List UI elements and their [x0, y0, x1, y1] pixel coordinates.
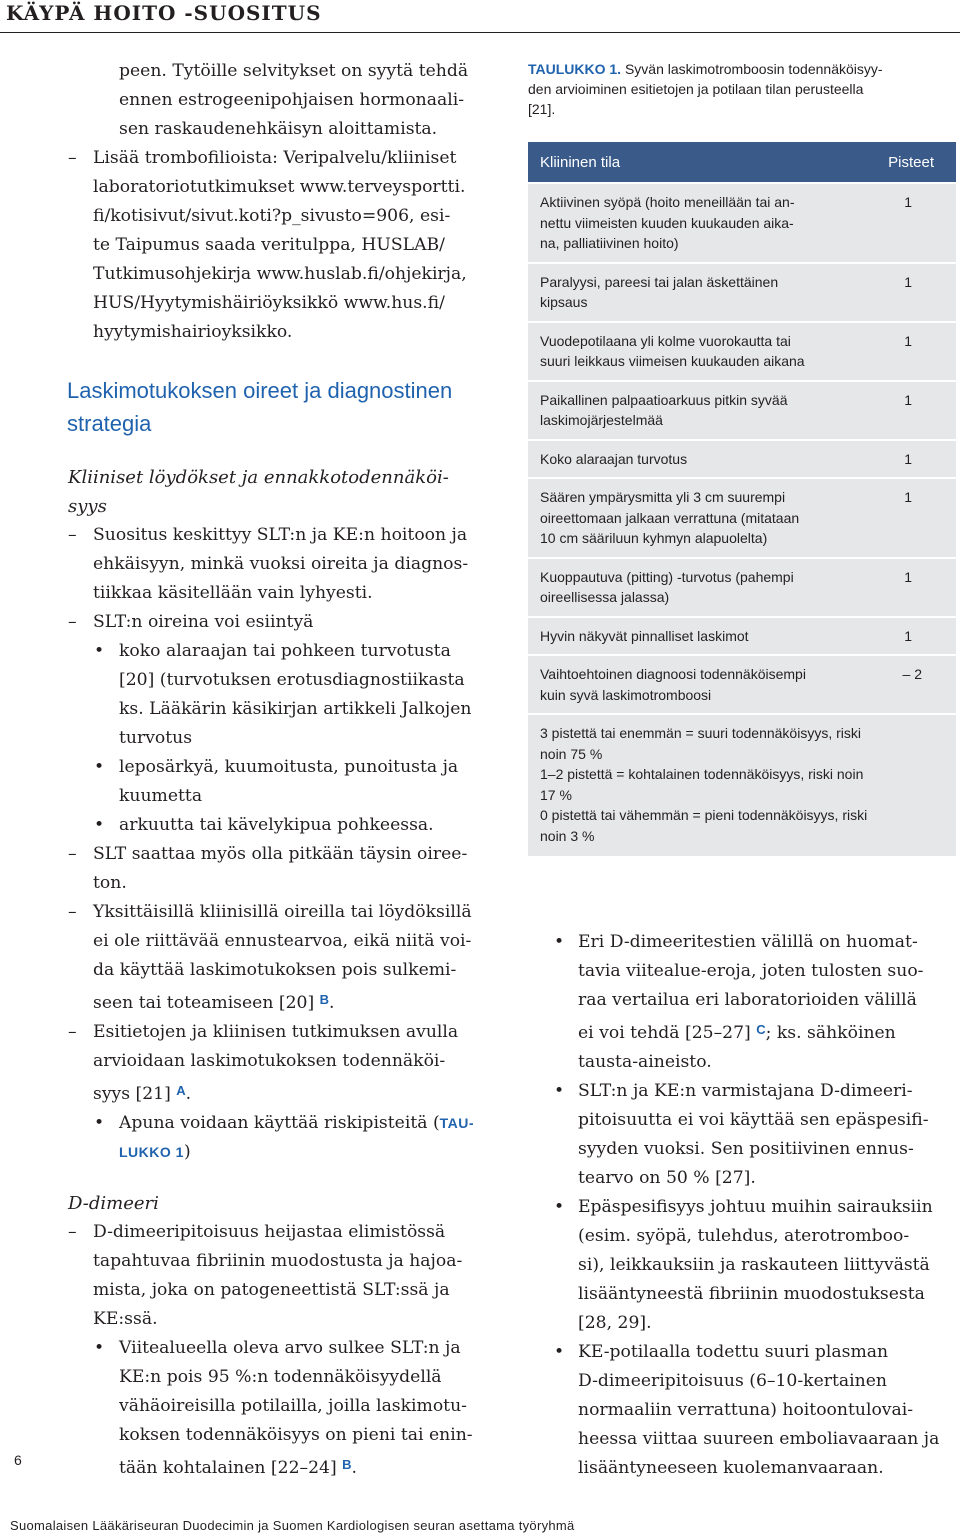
page-footer: Suomalaisen Lääkäriseuran Duodecimin ja Suomen Kardiologisen seuran asettama työryhmä [10, 1518, 575, 1533]
text-line: leposärkyä, kuumoitusta, punoitusta ja [119, 757, 459, 777]
bullet-marker: • [94, 815, 105, 835]
text-line: syyden vuoksi. Sen positiivinen ennus- [578, 1139, 914, 1159]
right-column-text [552, 928, 960, 1483]
heading-line: Laskimotukoksen oireet ja diagnostinen [67, 378, 453, 403]
text-fragment: seen tai toteamiseen [20] [93, 993, 320, 1013]
table-cell-label [540, 626, 830, 647]
table-reference-link[interactable]: TAU- [439, 1115, 475, 1131]
text-line: laboratoriotutkimukset www.terveysportti. [93, 177, 466, 197]
text-line: HUS/Hyytymishäiriöyksikkö www.hus.fi/ [93, 293, 445, 313]
text-line: Eri D-dimeeritestien välillä on huomat- [578, 932, 918, 952]
text-line: pitoisuutta ei voi käyttää sen epäspesifi- [578, 1110, 929, 1130]
cell-line: nettu viimeisten kuuden kuukauden aika- [540, 214, 794, 231]
dash-marker: – [68, 1022, 77, 1042]
bullet-item [62, 753, 502, 811]
table-cell-label [540, 664, 830, 705]
text-line: KE:n pois 95 %:n todennäköisyydellä [119, 1367, 442, 1387]
left-column-ddimer [62, 1189, 502, 1483]
text-line: SLT:n oireina voi esiintyä [93, 612, 314, 632]
dash-marker: – [68, 1222, 77, 1242]
table-cell-label [540, 331, 830, 372]
table-row [528, 654, 956, 713]
text-line: ei ole riittävää ennustearvoa, eikä niitä voi- [93, 931, 472, 951]
page-header [0, 0, 960, 44]
text-line: normaaliin verrattuna) hoitoontulovai- [578, 1400, 914, 1420]
text-line: koksen todennäköisyys on pieni tai enin- [119, 1425, 473, 1445]
text-line: koko alaraajan tai pohkeen turvotusta [119, 641, 451, 661]
text-fragment: ) [183, 1142, 191, 1162]
bullet-marker: • [94, 1113, 105, 1133]
text-line [93, 1076, 502, 1109]
cell-line: kuin syvä laskimotromboosi [540, 686, 712, 703]
dash-item-trombofilia [62, 144, 502, 347]
text-line: turvotus [119, 728, 193, 748]
text-line: D-dimeeripitoisuus heijastaa elimistössä [93, 1222, 446, 1242]
text-line: tearvo on 50 % [27]. [578, 1168, 756, 1188]
table-cell-points: 1 [904, 627, 912, 644]
column-header-points: Pisteet [888, 154, 934, 171]
text-line [119, 1109, 502, 1138]
table-row [528, 439, 956, 478]
text-line: (esim. syöpä, tulehdus, aterotromboo- [578, 1226, 910, 1246]
bullet-item [552, 1077, 960, 1193]
text-line: ton. [93, 873, 127, 893]
cell-line: laskimojärjestelmää [540, 412, 663, 428]
dash-item [62, 898, 502, 1018]
cell-line: Aktiivinen syöpä (hoito meneillään tai an- [540, 194, 795, 210]
text-line: Epäspesifisyys johtuu muihin sairauksiin [578, 1197, 933, 1217]
table-footer [528, 713, 956, 856]
cell-line: Säären ympärysmitta yli 3 cm suurempi [540, 489, 786, 505]
cell-line: Koko alaraajan turvotus [540, 450, 688, 467]
text-line [578, 1015, 960, 1048]
cell-line: suuri leikkaus viimeisen kuukauden aikana [540, 353, 805, 369]
table-cell-points: 1 [904, 489, 912, 505]
table-header [528, 142, 956, 182]
dash-marker: – [68, 902, 77, 922]
text-line [119, 1138, 502, 1167]
caption-text: Syvän laskimotromboosin todennäköisyy- [621, 61, 883, 77]
text-line: te Taipumus saada veritulppa, HUSLAB/ [93, 235, 445, 255]
bullet-marker: • [94, 757, 105, 777]
heading-line: strategia [67, 411, 152, 436]
text-line: tausta-aineisto. [578, 1052, 712, 1072]
table-row [528, 557, 956, 616]
caption-line: [21]. [528, 101, 556, 117]
text-line: ennen estrogeenipohjaisen hormonaali- [119, 90, 465, 110]
subheading-ddimer: D-dimeeri [68, 1193, 159, 1214]
bullet-item [62, 1109, 502, 1167]
table-cell-points: 1 [904, 568, 912, 585]
text-line: peen. Tytöille selvitykset on syytä tehdä [119, 61, 469, 81]
text-line: lisääntyneeseen kuolemanvaaraan. [578, 1458, 884, 1478]
text-line: da käyttää laskimotukoksen pois sulkemi- [93, 960, 457, 980]
dash-item [62, 521, 502, 608]
table-reference-link[interactable]: LUKKO 1 [119, 1144, 184, 1160]
bullet-marker: • [554, 1081, 565, 1101]
text-line: fi/kotisivut/sivut.koti?p_sivusto=906, esi- [93, 206, 451, 226]
text-line: Esitietojen ja kliinisen tutkimuksen avulla [93, 1022, 459, 1042]
text-line: ehkäisyyn, minkä vuoksi oireita ja diagnos- [93, 554, 469, 574]
cell-line: oireettomaan jalkaan verrattuna (mitataan [540, 509, 800, 526]
text-line: mista, joka on patogeneettistä SLT:ssä ja [93, 1280, 450, 1300]
evidence-level-a: A [176, 1083, 186, 1098]
footer-line: noin 75 % [540, 745, 603, 762]
cell-line: Paikallinen palpaatioarkuus pitkin syvää [540, 391, 788, 408]
footer-line: 0 pistettä tai vähemmän = pieni todennäköisyys, riski [540, 807, 868, 823]
table-row [528, 182, 956, 262]
dash-marker: – [68, 148, 77, 168]
table-cell-points: 1 [904, 332, 912, 349]
text-line: hyytymishairioyksikko. [93, 322, 293, 342]
text-line: tapahtuvaa fibriinin muodostusta ja hajoa- [93, 1251, 463, 1271]
text-line: SLT saattaa myös olla pitkään täysin oiree- [93, 844, 468, 864]
text-fragment: . [185, 1084, 192, 1104]
table-cell-label [540, 449, 830, 470]
left-column-intro [62, 57, 502, 347]
text-line: Suositus keskittyy SLT:n ja KE:n hoitoon ja [93, 525, 468, 545]
text-line: KE:ssä. [93, 1309, 158, 1329]
cell-line: Vaihtoehtoinen diagnoosi todennäköisempi [540, 666, 806, 682]
bullet-item [552, 1338, 960, 1483]
text-fragment: Apuna voidaan käyttää riskipisteitä ( [119, 1113, 440, 1133]
text-line [119, 1450, 502, 1483]
text-line: si), leikkauksiin ja raskauteen liittyvästä [578, 1255, 930, 1275]
dash-item [62, 1018, 502, 1109]
table-row [528, 262, 956, 321]
subheading-line: syys [68, 496, 107, 517]
intro-continuation [62, 57, 502, 144]
table-cell-points: 1 [904, 450, 912, 467]
table-cell-label [540, 567, 830, 608]
dash-marker: – [68, 844, 77, 864]
text-line: SLT:n ja KE:n varmistajana D-dimeeri- [578, 1081, 913, 1101]
text-line: ks. Lääkärin käsikirjan artikkeli Jalkojen [119, 699, 472, 719]
evidence-level-b: B [319, 992, 330, 1007]
subheading-clinical [62, 463, 502, 521]
text-fragment: syys [21] [93, 1084, 177, 1104]
bullet-item [62, 811, 502, 840]
text-line: lisääntyneestä fibriinin muodostuksesta [578, 1284, 925, 1304]
text-fragment: ; ks. sähköinen [765, 1023, 896, 1043]
dash-item [62, 608, 502, 637]
text-line: Lisää trombofilioista: Veripalvelu/kliiniset [93, 148, 457, 168]
table-row [528, 616, 956, 655]
text-line [93, 985, 502, 1018]
evidence-level-c: C [756, 1022, 766, 1037]
table-cell-points: 1 [904, 194, 912, 210]
text-line: Tutkimusohjekirja www.huslab.fi/ohjekirja, [93, 264, 467, 284]
bullet-marker: • [554, 932, 565, 952]
table-caption [528, 59, 958, 119]
cell-line: Hyvin näkyvät pinnalliset laskimot [540, 627, 749, 644]
text-line: tiikkaa käsitellään vain lyhyesti. [93, 583, 373, 603]
left-column-findings [62, 463, 502, 1167]
table-cell-label [540, 390, 830, 431]
subheading-line: Kliiniset löydökset ja ennakkotodennäköi- [68, 467, 449, 488]
footer-line: 17 % [540, 786, 572, 803]
evidence-level-b: B [342, 1457, 352, 1472]
text-line: kuumetta [119, 786, 203, 806]
text-line: D-dimeeripitoisuus (6–10-kertainen [578, 1371, 887, 1391]
bullet-item [552, 928, 960, 1077]
text-line: Yksittäisillä kliinisillä oireilla tai löydöksillä [93, 902, 472, 922]
table-cell-points: 1 [904, 273, 912, 290]
footer-line: noin 3 % [540, 827, 595, 844]
table-row [528, 321, 956, 380]
text-fragment: ei voi tehdä [25–27] [578, 1023, 757, 1043]
cell-line: Vuodepotilaana yli kolme vuorokautta tai [540, 332, 791, 349]
header-title: KÄYPÄ HOITO -SUOSITUS [6, 1, 322, 25]
risk-score-table [528, 142, 956, 856]
caption-line [528, 59, 958, 79]
section-heading [67, 374, 507, 440]
bullet-item [62, 1334, 502, 1483]
table-cell-points: 1 [904, 391, 912, 408]
table-cell-points: – 2 [902, 666, 922, 682]
bullet-marker: • [94, 1338, 105, 1358]
text-line: vähäoireisilla potilailla, joilla laskimotu- [119, 1396, 467, 1416]
table-cell-label [540, 192, 830, 254]
text-line: KE-potilaalla todettu suuri plasman [578, 1342, 889, 1362]
bullet-item [62, 637, 502, 753]
bullet-marker: • [554, 1342, 565, 1362]
cell-line: kipsaus [540, 294, 588, 310]
text-line: [20] (turvotuksen erotusdiagnostiikasta [119, 670, 465, 690]
cell-line: na, palliatiivinen hoito) [540, 235, 679, 251]
bullet-item [552, 1193, 960, 1338]
cell-line: Kuoppautuva (pitting) -turvotus (pahempi [540, 568, 794, 585]
text-fragment: . [351, 1458, 358, 1478]
footer-line: 3 pistettä tai enemmän = suuri todennäköisyys, riski [540, 725, 861, 741]
column-header-clinical-state: Kliininen tila [540, 154, 621, 171]
text-fragment: . [329, 993, 335, 1013]
table-cell-label [540, 272, 830, 313]
table-cell-label [540, 487, 830, 549]
dash-marker: – [68, 612, 77, 632]
bullet-marker: • [554, 1197, 565, 1217]
cell-line: Paralyysi, pareesi tai jalan äskettäinen [540, 273, 779, 290]
caption-label: TAULUKKO 1. [528, 61, 622, 77]
header-rule [0, 32, 960, 33]
dash-item [62, 840, 502, 898]
footer-line: 1–2 pistettä = kohtalainen todennäköisyys, riski noin [540, 766, 864, 782]
text-line: arkuutta tai kävelykipua pohkeessa. [119, 815, 434, 835]
text-line: sen raskaudenehkäisyn aloittamista. [119, 119, 438, 139]
text-line: [28, 29]. [578, 1313, 652, 1333]
table-row [528, 380, 956, 439]
cell-line: oireellisessa jalassa) [540, 589, 670, 605]
caption-line: den arvioiminen esitietojen ja potilaan tilan perusteella [528, 81, 864, 97]
text-line: Viitealueella oleva arvo sulkee SLT:n ja [119, 1338, 461, 1358]
dash-marker: – [68, 525, 77, 545]
cell-line: 10 cm sääriluun kyhmyn alapuolelta) [540, 530, 768, 546]
text-line: tavia viitealue-eroja, joten tulosten suo- [578, 961, 924, 981]
text-line: arvioidaan laskimotukoksen todennäköi- [93, 1051, 446, 1071]
text-line: heessa viittaa suureen emboliavaaraan ja [578, 1429, 940, 1449]
table-row [528, 477, 956, 557]
dash-item [62, 1218, 502, 1334]
bullet-marker: • [94, 641, 105, 661]
page-number: 6 [14, 1452, 22, 1468]
text-fragment: tään kohtalainen [22–24] [119, 1458, 343, 1478]
text-line: raa vertailua eri laboratorioiden välillä [578, 990, 917, 1010]
